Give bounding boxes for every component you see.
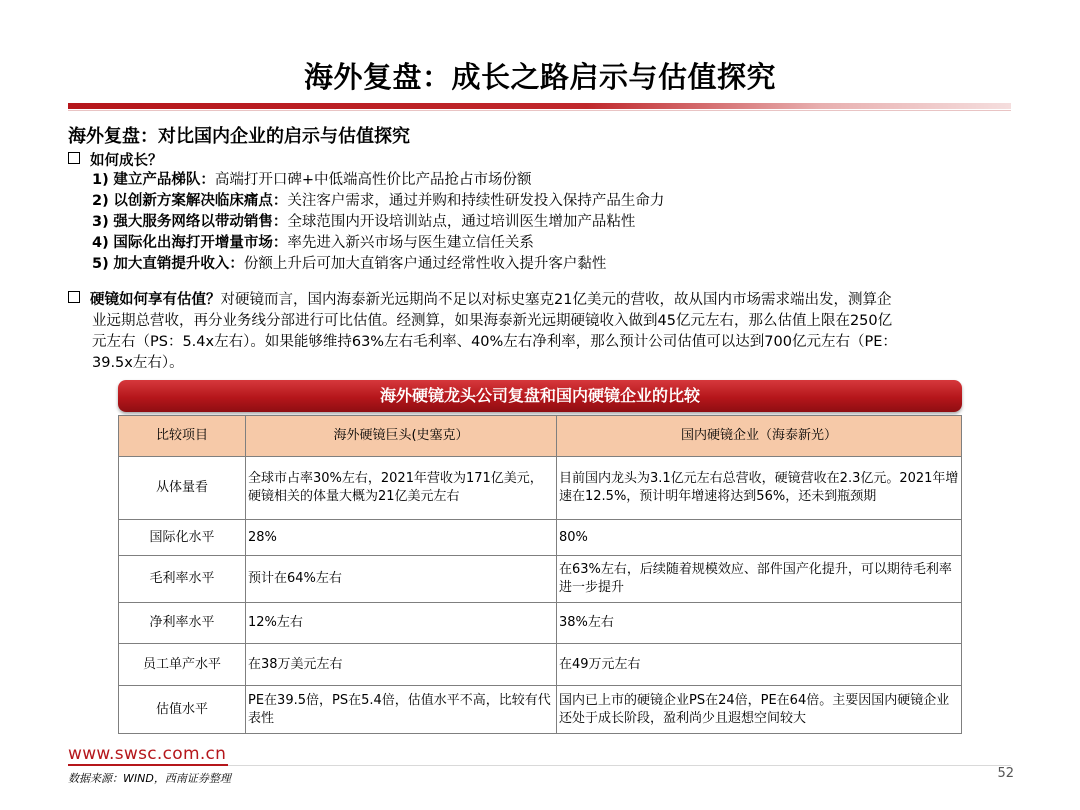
domestic-cell: 在63%左右，后续随着规模效应、部件国产化提升，可以期待毛利率进一步提升 — [557, 556, 962, 603]
header-domestic: 国内硬镜企业（海泰新光） — [557, 416, 962, 457]
list-item-text: 率先进入新兴市场与医生建立信任关系 — [287, 235, 534, 251]
domestic-cell: 国内已上市的硬镜企业PS在24倍，PE在64倍。主要因国内硬镜企业还处于成长阶段，盈利尚少且遐想空间较大 — [557, 686, 962, 734]
valuation-line-4: 39.5x左右）。 — [92, 355, 184, 371]
valuation-line-2: 业远期总营收，再分业务线分部进行可比估值。经测算，如果海泰新光远期硬镜收入做到45亿元左右，那么估值上限在250亿 — [92, 313, 893, 329]
list-item-num: 1) — [92, 172, 109, 188]
domestic-cell: 80% — [557, 520, 962, 556]
row-label: 净利率水平 — [119, 603, 246, 644]
list-item — [92, 212, 664, 233]
question-growth — [68, 149, 163, 170]
question-growth-text: 如何成长？ — [90, 153, 163, 169]
table-row — [119, 520, 962, 556]
domestic-cell: 目前国内龙头为3.1亿元左右总营收，硬镜营收在2.3亿元。2021年增速在12.5%，预计明年增速将达到56%，还未到瓶颈期 — [557, 457, 962, 520]
comparison-table — [118, 415, 962, 734]
overseas-cell: PE在39.5倍，PS在5.4倍，估值水平不高，比较有代表性 — [246, 686, 557, 734]
list-item — [92, 170, 664, 191]
list-item — [92, 254, 664, 275]
overseas-cell: 全球市占率30%左右，2021年营收为171亿美元，硬镜相关的体量大概为21亿美元左右 — [246, 457, 557, 520]
valuation-paragraph — [68, 290, 1020, 374]
list-item-text: 份额上升后可加大直销客户通过经常性收入提升客户黏性 — [243, 256, 607, 272]
list-item-num: 5) — [92, 256, 109, 272]
table-row — [119, 603, 962, 644]
table-row — [119, 644, 962, 686]
list-item-text: 高端打开口碑+中低端高性价比产品抢占市场份额 — [214, 172, 532, 188]
header-overseas: 海外硬镜巨头(史塞克） — [246, 416, 557, 457]
overseas-cell: 在38万美元左右 — [246, 644, 557, 686]
page-number: 52 — [997, 766, 1014, 781]
list-item — [92, 233, 664, 254]
valuation-line-3: 元左右（PS：5.4x左右）。如果能够维持63%左右毛利率、40%左右净利率，那么预计公司估值可以达到700亿元左右（PE： — [92, 334, 897, 350]
table-row — [119, 686, 962, 734]
comparison-banner: 海外硬镜龙头公司复盘和国内硬镜企业的比较 — [118, 380, 962, 412]
list-item-text: 全球范围内开设培训站点，通过培训医生增加产品粘性 — [287, 214, 636, 230]
list-item-head: 以创新方案解决临床痛点： — [113, 193, 288, 209]
domestic-cell: 在49万元左右 — [557, 644, 962, 686]
list-item-num: 3) — [92, 214, 109, 230]
domestic-cell: 38%左右 — [557, 603, 962, 644]
footer-divider-gray — [228, 765, 1011, 766]
list-item-num: 4) — [92, 235, 109, 251]
overseas-cell: 28% — [246, 520, 557, 556]
section-subtitle: 海外复盘：对比国内企业的启示与估值探究 — [68, 126, 410, 147]
footer-divider-red — [68, 764, 228, 766]
list-item-head: 建立产品梯队： — [113, 172, 215, 188]
row-label: 员工单产水平 — [119, 644, 246, 686]
title-underline-thin — [68, 110, 1011, 111]
title-underline-bar — [68, 103, 1011, 109]
table-row — [119, 556, 962, 603]
footer-url: www.swsc.com.cn — [68, 744, 227, 764]
overseas-cell: 12%左右 — [246, 603, 557, 644]
overseas-cell: 预计在64%左右 — [246, 556, 557, 603]
valuation-question: 硬镜如何享有估值？ — [90, 292, 221, 308]
table-row — [119, 457, 962, 520]
list-item-head: 强大服务网络以带动销售： — [113, 214, 288, 230]
header-item: 比较项目 — [119, 416, 246, 457]
checkbox-bullet-icon — [68, 291, 80, 303]
growth-list — [92, 170, 664, 275]
table-header-row — [119, 416, 962, 457]
list-item-head: 国际化出海打开增量市场： — [113, 235, 288, 251]
checkbox-bullet-icon — [68, 152, 80, 164]
list-item — [92, 191, 664, 212]
row-label: 估值水平 — [119, 686, 246, 734]
list-item-num: 2) — [92, 193, 109, 209]
list-item-head: 加大直销提升收入： — [113, 256, 244, 272]
list-item-text: 关注客户需求，通过并购和持续性研发投入保持产品生命力 — [287, 193, 665, 209]
row-label: 毛利率水平 — [119, 556, 246, 603]
page-title: 海外复盘：成长之路启示与估值探究 — [303, 60, 776, 94]
row-label: 从体量看 — [119, 457, 246, 520]
row-label: 国际化水平 — [119, 520, 246, 556]
data-source-note: 数据来源：WIND，西南证券整理 — [68, 772, 231, 785]
valuation-line-1: 硬镜如何享有估值？对硬镜而言，国内海泰新光远期尚不足以对标史塞克21亿美元的营收，故从国内市场需求端出发，测算企 — [68, 290, 1020, 311]
